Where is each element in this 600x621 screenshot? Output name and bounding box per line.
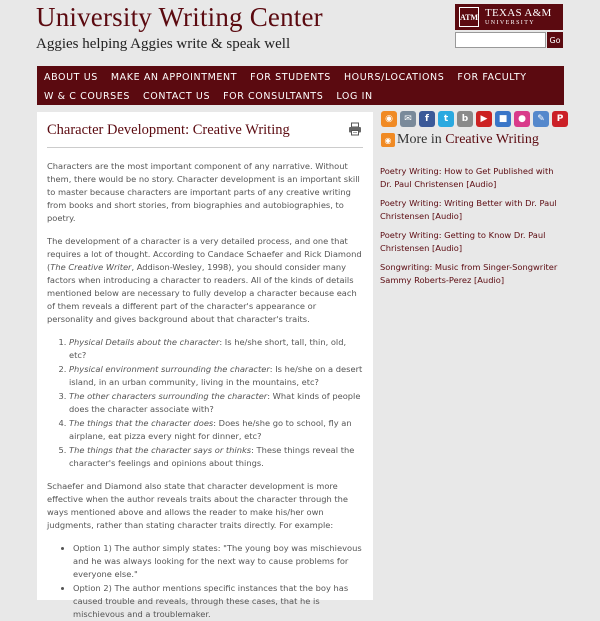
- detail-text: : What kinds of people does the character associate with?: [69, 391, 361, 414]
- nav-item-for-faculty[interactable]: FOR FACULTY: [457, 72, 527, 83]
- title-divider: [47, 147, 363, 148]
- facebook-icon[interactable]: f: [419, 111, 435, 127]
- tamu-sub: UNIVERSITY: [485, 20, 535, 26]
- nav-row: [44, 68, 564, 87]
- detail-label: The things that the character says or thinks: [69, 445, 252, 455]
- nav-row: [44, 87, 564, 106]
- article-panel: [37, 112, 373, 619]
- related-link[interactable]: Poetry Writing: How to Get Published with Dr. Paul Christensen [Audio]: [380, 166, 554, 189]
- example-paragraph: Schaefer and Diamond also state that character development is more effective when the author reveals traits about the character through the ways mentioned above and allows the reader to make his/her own judgments, rather than stating character traits directly. For example:: [47, 481, 348, 530]
- nav-item-for-consultants[interactable]: FOR CONSULTANTS: [223, 91, 324, 102]
- article-title[interactable]: Character Development: Creative Writing: [47, 122, 290, 138]
- search-button[interactable]: Go: [547, 32, 563, 48]
- paragraph-text: The development of a character is a very detailed process, and one that requires a lot of thought. According to Candace Schaefer and Rick Diamond (: [47, 236, 362, 272]
- list-item: • Option 2) The author mentions specific instances that the boy has caused trouble and reveals, through these cases, that he is mischievous and a troublemaker.: [73, 582, 363, 621]
- detail-label: Physical Details about the character: [69, 337, 220, 347]
- related-link[interactable]: Songwriting: Music from Singer-Songwriter Sammy Roberts-Perez [Audio]: [380, 262, 558, 285]
- tamu-wordmark: [485, 8, 552, 26]
- nav-item-log-in[interactable]: LOG IN: [336, 91, 373, 102]
- flickr-icon[interactable]: ●: [514, 111, 530, 127]
- tamu-mark-icon: ATM: [459, 7, 479, 27]
- youtube-icon[interactable]: ▶: [476, 111, 492, 127]
- blog-icon[interactable]: b: [457, 111, 473, 127]
- list-item: [69, 417, 363, 443]
- printer-icon[interactable]: [348, 122, 362, 136]
- nav-item-hours-locations[interactable]: HOURS/LOCATIONS: [343, 72, 445, 83]
- related-link[interactable]: Poetry Writing: Getting to Know Dr. Paul Christensen [Audio]: [380, 230, 546, 253]
- rss-icon[interactable]: ◉: [381, 133, 395, 147]
- related-links: [380, 165, 565, 293]
- related-link[interactable]: Poetry Writing: Writing Better with Dr. Paul Christensen [Audio]: [380, 198, 557, 221]
- development-paragraph: [47, 235, 363, 326]
- tamu-name: TEXAS A&M: [485, 7, 552, 19]
- tamu-logo[interactable]: [455, 4, 563, 30]
- email-icon[interactable]: ✉: [400, 111, 416, 127]
- detail-text: : Does he/she go to school, fly an airplane, eat pizza every night for dinner, etc?: [69, 418, 352, 441]
- detail-text: : Is he/she on a desert island, in an urban community, living in the mountains, etc?: [69, 364, 363, 387]
- chat-icon[interactable]: ✎: [533, 111, 549, 127]
- detail-label: Physical environment surrounding the character: [69, 364, 270, 374]
- example-options-list: [73, 542, 363, 621]
- main-nav: [37, 66, 564, 105]
- detail-text: : These things reveal the character's feelings and opinions about things.: [69, 445, 355, 468]
- list-item: [69, 444, 363, 470]
- rss-icon[interactable]: ◉: [381, 111, 397, 127]
- heading-category[interactable]: Creative Writing: [445, 132, 539, 147]
- nav-item-w-c-courses[interactable]: W & C COURSES: [44, 91, 131, 102]
- delicious-icon[interactable]: ■: [495, 111, 511, 127]
- site-title[interactable]: University Writing Center: [36, 2, 323, 32]
- nav-item-make-an-appointment[interactable]: MAKE AN APPOINTMENT: [110, 72, 238, 83]
- heading-prefix: More in: [397, 132, 446, 147]
- nav-item-contact-us[interactable]: CONTACT US: [143, 91, 211, 102]
- pinterest-icon[interactable]: P: [552, 111, 568, 127]
- list-item: [69, 363, 363, 389]
- detail-label: The things that the character does: [69, 418, 214, 428]
- search-input[interactable]: [455, 32, 546, 48]
- social-icons: [381, 111, 571, 127]
- nav-item-about-us[interactable]: ABOUT US: [44, 72, 98, 83]
- list-item: [69, 390, 363, 416]
- nav-item-for-students[interactable]: FOR STUDENTS: [250, 72, 331, 83]
- book-title: The Creative Writer: [50, 262, 132, 272]
- intro-paragraph: Characters are the most important component of any narrative. Without them, there would be no story. Character development is an important skill to master because characters are important parts of any creative writing from books and short stories, from biographies and autobiographies, to poetry.: [47, 161, 360, 223]
- list-item: [69, 336, 363, 362]
- detail-label: The other characters surrounding the character: [69, 391, 268, 401]
- twitter-icon[interactable]: t: [438, 111, 454, 127]
- character-details-list: [69, 336, 363, 470]
- list-item: • Option 1) The author simply states: "The young boy was mischievous and he was always looking for the next way to cause problems for everyone else.": [73, 542, 363, 581]
- detail-text: : Is he/she short, tall, thin, old, etc?: [69, 337, 347, 360]
- sidebar-heading: [381, 132, 539, 148]
- paragraph-text: , Addison-Wesley, 1998), you should consider many factors when introducing a character to readers. All of the kinds of details mentioned below are necessary to fully develop a character because each of them reveals a different part of the character's appearance or personality and gives background about that character's traits.: [47, 262, 357, 324]
- site-tagline: Aggies helping Aggies write & speak well: [36, 36, 291, 52]
